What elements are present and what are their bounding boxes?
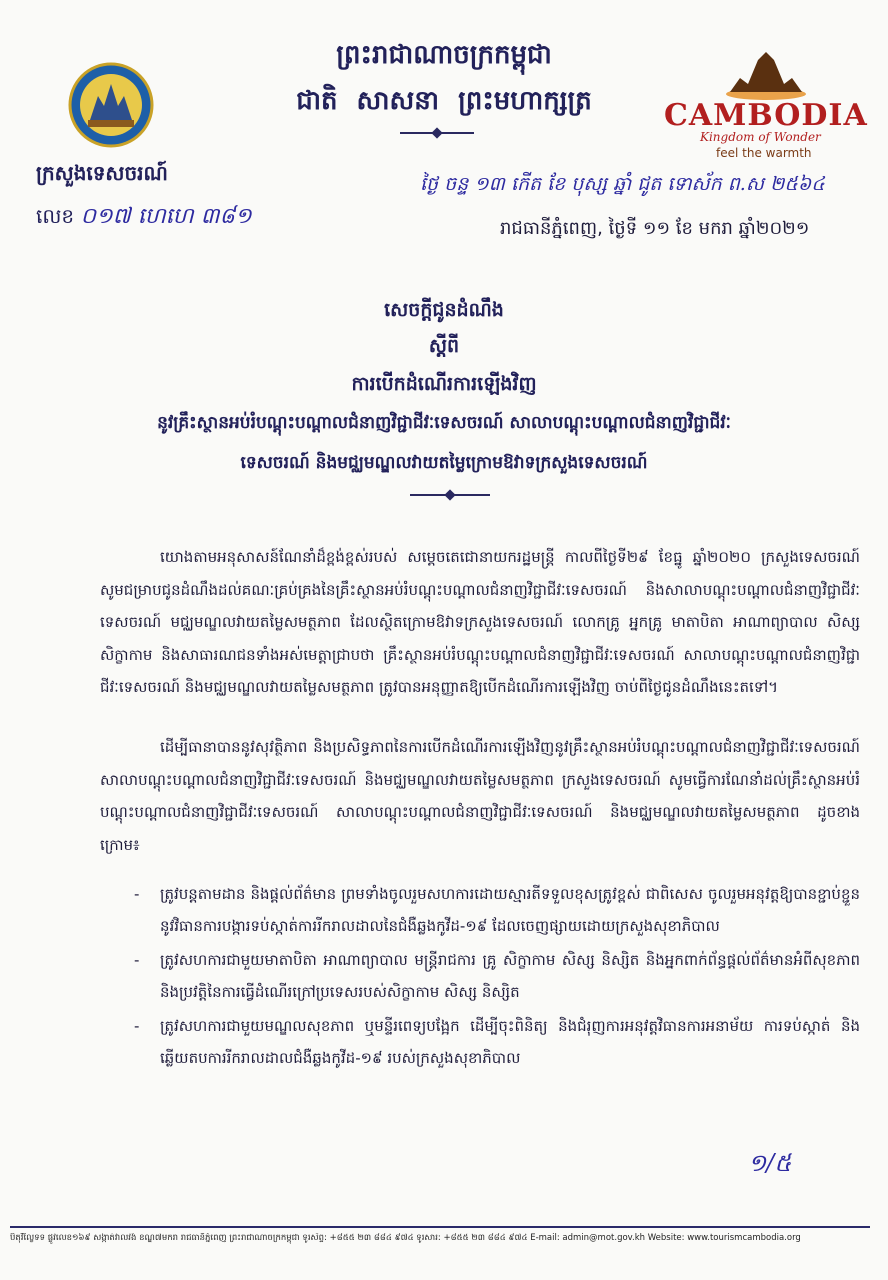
page-number: ១/៥ xyxy=(748,1149,792,1177)
ministry-name: ក្រសួងទេសចរណ៍ xyxy=(36,161,168,185)
footer-rule xyxy=(10,1226,870,1228)
notice-subject: ការបើកដំណើរការឡើងវិញ xyxy=(351,373,537,395)
body-paragraph-2: ដើម្បីធានាបាននូវសុវត្ថិភាព និងប្រសិទ្ធភាពនៃការបើកដំណើរការឡើងវិញនូវគ្រឹះស្ថានអប់រំបណ្តុះបណ្តាលជំនាញវិជ្ជាជីវៈទេសចរណ៍ សាលាបណ្តុះបណ្តាលជំនាញវិជ្ជាជីវៈទេសចរណ៍ និងមជ្ឈមណ្ឌលវាយតម្លៃសមត្ថភាព ក្រសួងទេសចរណ៍ សូមធ្វើការណែនាំដល់គ្រឹះស្ថានអប់រំបណ្តុះបណ្តាលជំនាញវិជ្ជាជីវៈទេសចរណ៍ សាលាបណ្តុះបណ្តាលជំនាញវិជ្ជាជីវៈទេសចរណ៍ និងមជ្ឈមណ្ឌលវាយតម្លៃសមត្ថភាព ដូចខាងក្រោម៖ xyxy=(100,738,860,854)
reference-number xyxy=(36,202,252,234)
list-item: - ត្រូវសហការជាមួយមាតាបិតា អាណាព្យាបាល មន្ត្រីរាជការ គ្រូ សិក្ខាកាម សិស្ស និស្សិត និងអ្នកពាក់ព័ន្ធផ្តល់ព័ត៌មានអំពីសុខភាព និងប្រវត្តិនៃការធ្វើដំណើរក្រៅប្រទេសរបស់សិក្ខាកាម សិស្ស និស្សិត xyxy=(160,944,860,1008)
notice-subject-line-3: ទេសចរណ៍ និងមជ្ឈមណ្ឌលវាយតម្លៃក្រោមឱវាទក្រសួងទេសចរណ៍ xyxy=(240,453,648,473)
reference-label: លេខ xyxy=(36,204,75,228)
city-date: រាជធានីភ្នំពេញ, ថ្ងៃទី ១១ ខែ មករា ឆ្នាំ២០២១ xyxy=(500,218,810,239)
brand-name: CAMBODIA xyxy=(664,98,868,133)
list-item: - ត្រូវបន្តតាមដាន និងផ្តល់ព័ត៌មាន ព្រមទាំងចូលរួមសហការដោយស្មារតីទទួលខុសត្រូវខ្ពស់ ជាពិសេស ចូលរួមអនុវត្តឱ្យបានខ្ជាប់ខ្ជួននូវវិធានការបង្ការទប់ស្កាត់ការរីករាលដាលនៃជំងឺឆ្លងកូវីដ-១៩ ដែលចេញផ្សាយដោយក្រសួងសុខាភិបាល xyxy=(160,878,860,942)
lunar-date: ថ្ងៃ ចន្ទ ១៣ កើត ខែ បុស្ស ឆ្នាំ ជូត ទោស័ក ព.ស ២៥៦៤ xyxy=(420,173,825,195)
reference-value: ០១៧ ហេហេ ៣៨១ xyxy=(80,204,252,229)
brand-slogan: feel the warmth xyxy=(716,146,812,160)
title-divider xyxy=(410,494,490,496)
notice-subject-line-2: នូវគ្រឹះស្ថានអប់រំបណ្តុះបណ្តាលជំនាញវិជ្ជាជីវៈទេសចរណ៍ សាលាបណ្តុះបណ្តាលជំនាញវិជ្ជាជីវៈ xyxy=(157,413,731,433)
footer-contact: ប៊ីតុវីល្ខែទទ ផ្លូវលេខ១៦៩ សង្កាត់វាលវង់ ខណ្ឌ៧មករា រាជធានីភ្នំពេញ ព្រះរាជាណាចក្រកម្ពុជា ទូរស័ព្ទ: +៨៥៥ ២៣ ៨៨៤ ៩៧៤ ទូរសារ: +៨៥៥ ២៣ ៨៨៤ ៩៧៤ E-mail: admin@mot.gov.kh Website: www.tourismcambodia.org xyxy=(10,1233,801,1243)
kingdom-heading: ព្រះរាជាណាចក្រកម្ពុជា xyxy=(336,40,552,70)
notice-subject-label: ស្តីពី xyxy=(428,335,460,357)
notice-title: សេចក្តីជូនដំណឹង xyxy=(384,299,504,321)
header-divider xyxy=(400,132,474,134)
guideline-list xyxy=(160,878,860,1074)
national-motto: ជាតិ សាសនា ព្រះមហាក្សត្រ xyxy=(296,86,592,116)
list-item: - ត្រូវសហការជាមួយមណ្ឌលសុខភាព ឬមន្ទីរពេទ្យបង្អែក ដើម្បីចុះពិនិត្យ និងជំរុញការអនុវត្តវិធានការអនាម័យ ការទប់ស្កាត់ និងឆ្លើយតបការរីករាលដាលជំងឺឆ្លងកូវីដ-១៩ របស់ក្រសួងសុខាភិបាល xyxy=(160,1010,860,1074)
brand-tagline: Kingdom of Wonder xyxy=(700,130,821,144)
body-paragraph-1: យោងតាមអនុសាសន៍ណែនាំដ៏ខ្ពង់ខ្ពស់របស់ សម្តេចតេជោនាយករដ្ឋមន្ត្រី កាលពីថ្ងៃទី២៩ ខែធ្នូ ឆ្នាំ២០២០ ក្រសួងទេសចរណ៍ សូមជម្រាបជូនដំណឹងដល់គណៈគ្រប់គ្រងនៃគ្រឹះស្ថានអប់រំបណ្តុះបណ្តាលជំនាញវិជ្ជាជីវៈទេសចរណ៍ និងសាលាបណ្តុះបណ្តាលជំនាញវិជ្ជាជីវៈទេសចរណ៍ មជ្ឈមណ្ឌលវាយតម្លៃសមត្ថភាព ដែលស្ថិតក្រោមឱវាទក្រសួងទេសចរណ៍ លោកគ្រូ អ្នកគ្រូ មាតាបិតា អាណាព្យាបាល សិស្ស សិក្ខាកាម និងសាធារណជនទាំងអស់មេត្តាជ្រាបថា គ្រឹះស្ថានអប់រំបណ្តុះបណ្តាលជំនាញវិជ្ជាជីវៈទេសចរណ៍ សាលាបណ្តុះបណ្តាលជំនាញវិជ្ជាជីវៈទេសចរណ៍ និងមជ្ឈមណ្ឌលវាយតម្លៃសមត្ថភាព ត្រូវបានអនុញ្ញាតឱ្យបើកដំណើរការឡើងវិញ ចាប់ពីថ្ងៃជូនដំណឹងនេះតទៅ។ xyxy=(100,548,860,696)
